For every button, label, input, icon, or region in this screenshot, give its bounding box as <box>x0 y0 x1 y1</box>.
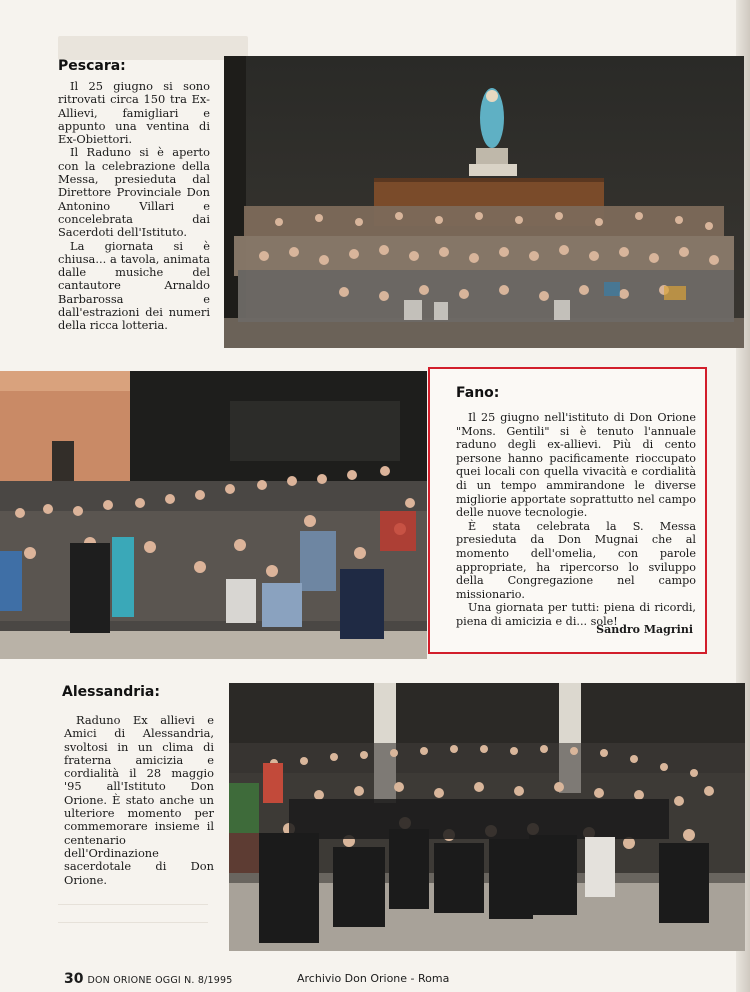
fano-paragraph: Una giornata per tutti: piena di ricordi, piena di amicizia e di... sole! <box>456 601 696 628</box>
magazine-issue: DON ORIONE OGGI N. 8/1995 <box>87 975 233 986</box>
pescara-paragraph: Il 25 giugno si sono ritrovati circa 150 tra Ex-Allievi, famigliari e appunto una ventina di Ex-Obiettori. <box>58 79 210 147</box>
pescara-heading: Pescara: <box>58 58 126 74</box>
alessandria-group-photo <box>229 683 745 951</box>
fano-signature: Sandro Magrini <box>596 623 693 636</box>
alessandria-paragraph: Raduno Ex allievi e Amici di Alessandria, svoltosi in un clima di fraterna amicizia e cordialità il 28 maggio '95 all'Istituto Don Orione. È stato anche un ulteriore momento per commemorare insieme il centenario dell'Ordinazione sacerdotale di Don Orione. <box>64 713 214 887</box>
page-footer <box>64 968 232 987</box>
archive-credit: Archivio Don Orione - Roma <box>297 972 450 985</box>
fano-paragraph: È stata celebrata la S. Messa presieduta da Don Mugnai che al momento dell'omelia, con parole appropriate, ha ripercorso lo sviluppo della Congregazione nel campo missionario. <box>456 519 696 601</box>
fano-heading: Fano: <box>456 385 500 401</box>
pescara-group-photo <box>224 56 744 348</box>
alessandria-heading: Alessandria: <box>62 684 160 700</box>
faint-rule <box>58 904 208 905</box>
page-number: 30 <box>64 971 84 987</box>
fano-paragraph: Il 25 giugno nell'istituto di Don Orione "Mons. Gentili" si è tenuto l'annuale raduno degli ex-allievi. Più di cento persone hanno pacificamente rioccupato quei locali con quella vivacità e cordialità di un tempo ammirandone le diverse migliorie apportate soprattutto nel campo delle nuove tecnologie. <box>456 411 696 520</box>
pescara-paragraph: Il Raduno si è aperto con la celebrazione della Messa, presieduta dal Direttore Provinciale Don Antonino Villari e concelebrata dai Sacerdoti dell'Istituto. <box>58 145 210 240</box>
faint-rule <box>58 922 208 923</box>
pescara-article <box>58 80 210 333</box>
fano-group-photo <box>0 371 427 659</box>
alessandria-article <box>64 714 214 887</box>
fano-article-box <box>428 367 707 654</box>
fano-article <box>456 411 696 629</box>
pescara-paragraph: La giornata si è chiusa... a tavola, animata dalle musiche del cantautore Arnaldo Barbarossa e dall'estrazioni dei numeri della ricca lotteria. <box>58 238 210 333</box>
faded-header-strip <box>58 36 248 60</box>
